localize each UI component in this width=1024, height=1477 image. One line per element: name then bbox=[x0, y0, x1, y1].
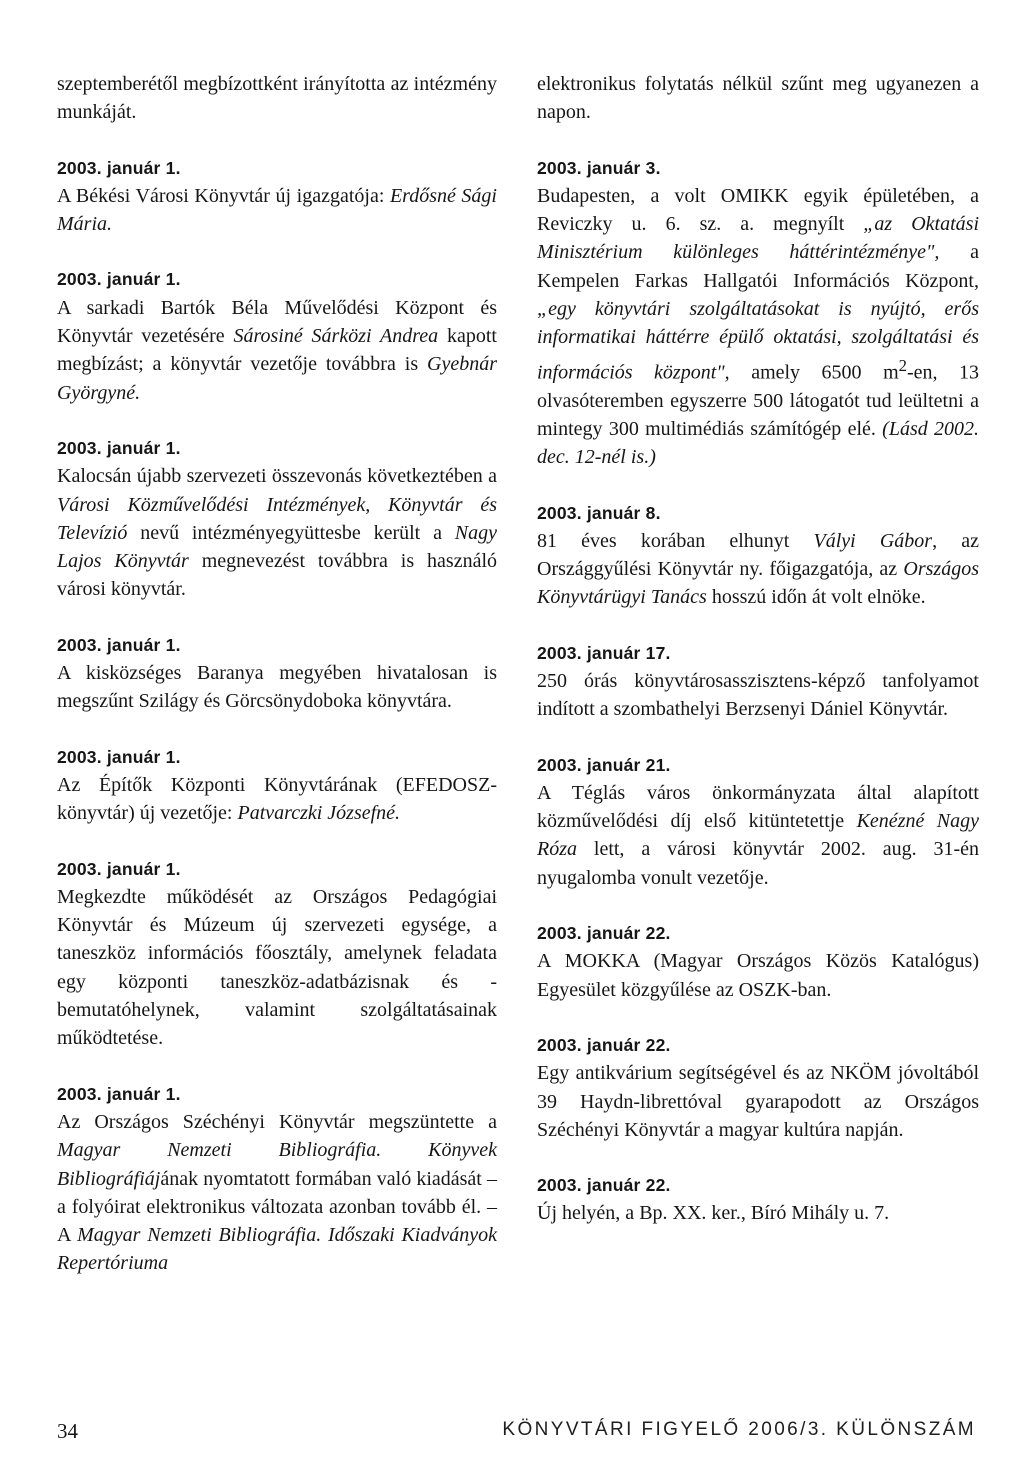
chronology-entry bbox=[537, 499, 979, 612]
chronology-entry bbox=[57, 154, 497, 239]
chronology-entry bbox=[57, 1080, 497, 1278]
entry-text: A Téglás város önkormányzata által alapított közművelődési díj első kitüntetettje Kenézné Nagy Róza lett, a városi könyvtár 2002. aug. 31-én nyugalomba vonult vezetője. bbox=[537, 781, 979, 889]
entry-text: Az Építők Központi Könyvtárának (EFEDOSZ-könyvtár) új vezetője: Patvarczki Józsefné. bbox=[57, 773, 497, 825]
entry-text: Új helyén, a Bp. XX. ker., Bíró Mihály u. 7. bbox=[537, 1202, 890, 1225]
entry-date: 2003. január 1. bbox=[57, 746, 181, 767]
right-column bbox=[537, 70, 979, 1255]
entry-date: 2003. január 8. bbox=[537, 502, 661, 523]
entry-text: A kisközséges Baranya megyében hivatalosan is megszűnt Szilágy és Görcsönydoboka könyvtára. bbox=[57, 662, 497, 713]
entry-date: 2003. január 22. bbox=[537, 1175, 671, 1196]
entry-date: 2003. január 1. bbox=[57, 269, 181, 290]
chronology-entry bbox=[537, 751, 979, 892]
entry-text: A sarkadi Bartók Béla Művelődési Központ és Könyvtár vezetésére Sárosiné Sárközi Andrea kapott megbízást; a könyvtár vezetője továbbra is Gyebnár Györgyné. bbox=[57, 296, 497, 404]
entry-text: Egy antikvárium segítségével és az NKÖM jóvoltából 39 Haydn-librettóval gyarapodott az Országos Széchényi Könyvtár a magyar kultúra napján. bbox=[537, 1062, 979, 1141]
chronology-entry bbox=[537, 919, 979, 1004]
entry-text: 250 órás könyvtárosasszisztens-képző tanfolyamot indított a szombathelyi Berzsenyi Dániel Könyvtár. bbox=[537, 670, 979, 721]
chronology-entry bbox=[57, 434, 497, 604]
entry-text: 81 éves korában elhunyt Vályi Gábor, az Országgyűlési Könyvtár ny. főigazgatója, az Országos Könyvtárügyi Tanács hosszú időn át volt elnöke. bbox=[537, 529, 979, 609]
continued-entry bbox=[57, 70, 497, 127]
chronology-entry bbox=[537, 1031, 979, 1144]
entry-date: 2003. január 3. bbox=[537, 157, 661, 178]
chronology-entry bbox=[57, 743, 497, 828]
entry-text: szeptemberétől megbízottként irányította az intézmény munkáját. bbox=[57, 73, 497, 124]
chronology-entry bbox=[537, 154, 979, 472]
entry-date: 2003. január 22. bbox=[537, 923, 671, 944]
entry-date: 2003. január 1. bbox=[57, 437, 181, 458]
chronology-entry bbox=[537, 1171, 979, 1228]
entry-date: 2003. január 1. bbox=[57, 157, 181, 178]
page-number: 34 bbox=[57, 1419, 78, 1443]
chronology-entry bbox=[537, 639, 979, 724]
superscript: 2 bbox=[898, 355, 907, 375]
entry-text: elektronikus folytatás nélkül szűnt meg ugyanezen a napon. bbox=[537, 73, 979, 124]
entry-date: 2003. január 22. bbox=[537, 1034, 671, 1055]
continued-entry bbox=[537, 70, 979, 127]
entry-text: Megkezdte működését az Országos Pedagógiai Könyvtár és Múzeum új szervezeti egysége, a taneszköz információs főosztály, amelynek feladata egy központi taneszköz-adatbázisnak és -bemutatóhelynek, valamint szolgáltatásainak működtetése. bbox=[57, 885, 497, 1050]
entry-date: 2003. január 17. bbox=[537, 642, 671, 663]
entry-text: Kalocsán újabb szervezeti összevonás következtében a Városi Közművelődési Intézmények, Könyvtár és Televízió nevű intézményegyüttesbe került a Nagy Lajos Könyvtár megnevezést továbbra is használó városi könyvtár. bbox=[57, 465, 497, 601]
entry-date: 2003. január 1. bbox=[57, 858, 181, 879]
running-footer-title: KÖNYVTÁRI FIGYELŐ 2006/3. KÜLÖNSZÁM bbox=[502, 1419, 976, 1440]
entry-date: 2003. január 21. bbox=[537, 754, 671, 775]
entry-text: Az Országos Széchényi Könyvtár megszüntette a Magyar Nemzeti Bibliográfia. Könyvek Bibliográfiájának nyomtatott formában való kiadását – a folyóirat elektronikus változata azonban tovább él. – A Magyar Nemzeti Bibliográfia. Időszaki Kiadványok Repertóriuma bbox=[57, 1110, 497, 1275]
entry-text: Budapesten, a volt OMIKK egyik épületében, a Reviczky u. 6. sz. a. megnyílt „az Oktatási Minisztérium különleges háttérintézménye", a Kempelen Farkas Hallgatói Információs Központ, „egy könyvtári szolgáltatásokat is nyújtó, erős informatikai háttérre épülő oktatási, szolgáltatási és információs központ", amely 6500 $m^2-en$, 13 olvasóteremben egyszerre 500 látogatót tud leültetni a mintegy 300 multimédiás számítógép elé. (Lásd 2002. dec. 12-nél is.) bbox=[537, 184, 979, 469]
entry-date: 2003. január 1. bbox=[57, 1083, 181, 1104]
entry-text: A MOKKA (Magyar Országos Közös Katalógus) Egyesület közgyűlése az OSZK-ban. bbox=[537, 950, 979, 1001]
entry-text: A Békési Városi Könyvtár új igazgatója: Erdősné Sági Mária. bbox=[57, 184, 497, 236]
chronology-entry bbox=[57, 855, 497, 1053]
chronology-entry bbox=[57, 631, 497, 716]
left-column bbox=[57, 70, 497, 1305]
chronology-entry bbox=[57, 265, 497, 406]
entry-date: 2003. január 1. bbox=[57, 634, 181, 655]
